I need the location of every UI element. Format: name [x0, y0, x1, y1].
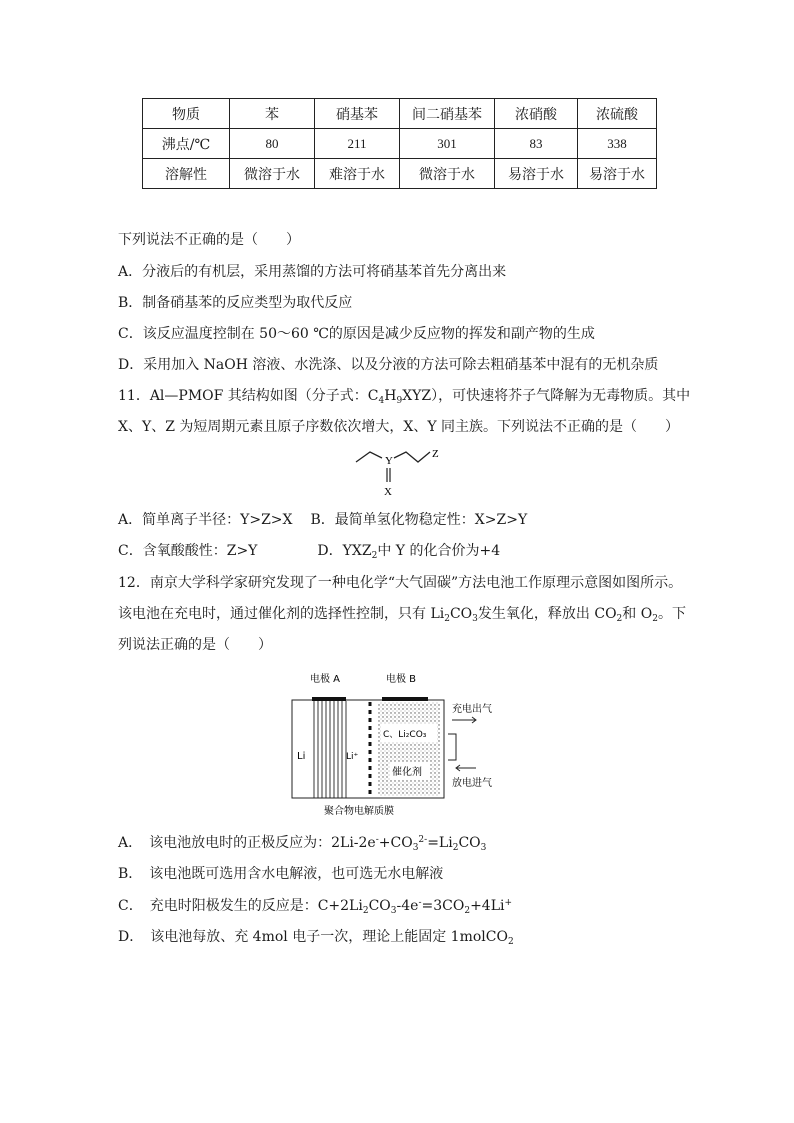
q11-stem-line2: X、Y、Z 为短周期元素且原子序数依次增大，X、Y 同主族。下列说法不正确的是（ ）: [118, 419, 680, 435]
q12-option-b: B． 该电池既可选用含水电解液，也可选无水电解液: [118, 866, 444, 882]
properties-table: [142, 98, 657, 189]
li-ion-label: Li⁺: [346, 752, 359, 762]
q11-option-c: C．含氧酸酸性：Z>Y: [118, 543, 258, 559]
lithium-anode: [314, 701, 346, 798]
q11-stem-line1: 11．Al—PMOF 其结构如图（分子式：$C_4H_9XYZ$），可快速将芥子气降解为无毒物质。其中: [118, 388, 691, 406]
discharge-in-label: 放电进气: [452, 778, 492, 789]
table-cell: 易溶于水: [578, 159, 657, 189]
mol-atom-x: X: [384, 486, 392, 498]
q11-options-ab: [118, 510, 527, 530]
table-cell: 浓硝酸: [495, 99, 578, 129]
cathode-region: [378, 702, 440, 796]
table-cell: 苯: [230, 99, 315, 129]
table-cell: 溶解性: [143, 159, 230, 189]
table-cell: 211: [315, 129, 400, 159]
mol-atom-z: Z: [432, 448, 439, 460]
table-cell: 难溶于水: [315, 159, 400, 189]
table-row: [143, 159, 657, 189]
battery-diagram: [286, 668, 506, 818]
table-cell: 微溶于水: [230, 159, 315, 189]
table-cell: 浓硫酸: [578, 99, 657, 129]
mol-atom-y: Y: [385, 455, 393, 467]
q11-options-cd: [118, 541, 500, 561]
catalyst-label: 催化剂: [392, 767, 422, 778]
table-cell: 338: [578, 129, 657, 159]
table-cell: 微溶于水: [400, 159, 495, 189]
q10-stem: 下列说法不正确的是（ ）: [118, 232, 300, 248]
table-cell: 硝基苯: [315, 99, 400, 129]
table-cell: 83: [495, 129, 578, 159]
q12-option-c: C． 充电时阳极发生的反应是：$C+2Li_2CO_3-4e^-=3CO_2+4Li^+$: [118, 898, 513, 916]
q10-option-d: D．采用加入 NaOH 溶液、水洗涤、以及分液的方法可除去粗硝基苯中混有的无机杂质: [118, 357, 659, 373]
molecule-structure: [352, 444, 452, 500]
q12-stem-line1: 12．南京大学科学家研究发现了一种电化学“大气固碳”方法电池工作原理示意图如图所示。: [118, 575, 683, 591]
li-label: Li: [297, 751, 306, 762]
q11-option-d: D．$YXZ_2$中 Y 的化合价为+4: [317, 543, 501, 561]
q12-option-a: A． 该电池放电时的正极反应为：$2Li-2e^-+CO_3^{2-}=Li_2CO_3$: [118, 835, 487, 853]
table-row: [143, 129, 657, 159]
table-cell: 易溶于水: [495, 159, 578, 189]
q12-stem-line3: 列说法正确的是（ ）: [118, 637, 272, 653]
c-li2co3-label: C、Li₂CO₃: [383, 730, 427, 740]
table-cell: 沸点/℃: [143, 129, 230, 159]
electrode-b: [382, 697, 428, 701]
table-cell: 物质: [143, 99, 230, 129]
electrode-b-label: 电极 B: [386, 674, 417, 685]
q12-stem-line2: 该电池在充电时，通过催化剂的选择性控制，只有 $Li_2CO_3$发生氧化，释放出 $CO_2$和 $O_2$。下: [118, 606, 686, 624]
table-cell: 80: [230, 129, 315, 159]
q11-option-b: B．最简单氢化物稳定性：X>Z>Y: [310, 512, 528, 528]
table-cell: 301: [400, 129, 495, 159]
q10-option-c: C．该反应温度控制在 50～60 ℃的原因是减少反应物的挥发和副产物的生成: [118, 326, 595, 342]
q12-option-d: D． 该电池每放、充 4mol 电子一次，理论上能固定 1molCO$_2$: [118, 929, 514, 947]
electrode-a-label: 电极 A: [310, 674, 341, 685]
electrode-a: [312, 697, 346, 701]
q11-option-a: A．简单离子半径：Y>Z>X: [118, 512, 293, 528]
membrane-caption: 聚合物电解质膜: [324, 806, 394, 817]
q10-option-a: A．分液后的有机层，采用蒸馏的方法可将硝基苯首先分离出来: [118, 264, 507, 280]
table-row: [143, 99, 657, 129]
charge-out-label: 充电出气: [452, 704, 492, 715]
table-cell: 间二硝基苯: [400, 99, 495, 129]
q10-option-b: B．制备硝基苯的反应类型为取代反应: [118, 295, 353, 311]
